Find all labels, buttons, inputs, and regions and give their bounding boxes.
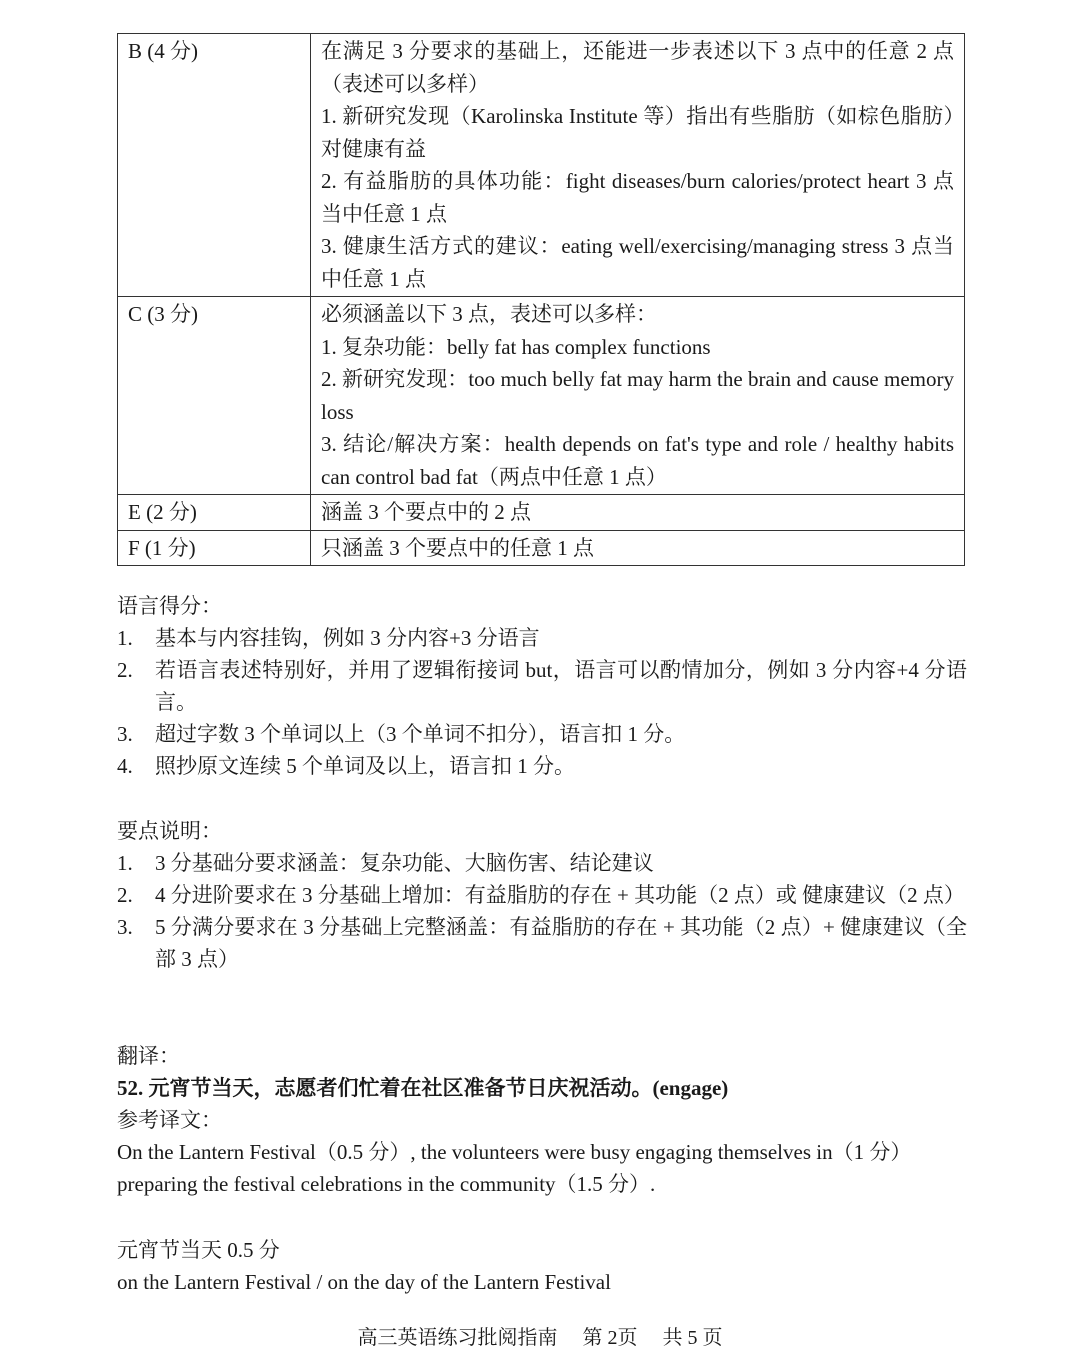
- item-text: 若语言表述特别好，并用了逻辑衔接词 but，语言可以酌情加分，例如 3 分内容+4 分语言。: [155, 658, 967, 714]
- footer-title: 高三英语练习批阅指南: [357, 1327, 558, 1349]
- description-cell: [311, 297, 965, 495]
- key-points-section: [117, 815, 967, 975]
- section-heading: 要点说明：: [117, 819, 222, 843]
- page-footer: [0, 1322, 1080, 1354]
- description-cell: [311, 34, 965, 297]
- reference-label: 参考译文：: [117, 1108, 222, 1132]
- description-line: 3. 结论/解决方案：health depends on fat's type and role / healthy habits can control bad fat（两点中任意 1 点）: [321, 432, 954, 489]
- footer-total-pages: 共 5 页: [662, 1327, 723, 1349]
- scoring-point-label: 元宵节当天 0.5 分: [117, 1238, 280, 1262]
- grade-cell: E (2 分): [118, 495, 311, 531]
- list-item: [117, 750, 967, 782]
- description-line: 涵盖 3 个要点中的 2 点: [321, 500, 531, 524]
- item-text: 5 分满分要求在 3 分基础上完整涵盖：有益脂肪的存在 + 其功能（2 点）+ 健康建议（全部 3 点）: [155, 915, 967, 971]
- description-line: 2. 有益脂肪的具体功能：fight diseases/burn calories/protect heart 3 点当中任意 1 点: [321, 169, 954, 226]
- rubric-row-b: [118, 34, 965, 297]
- description-cell: [311, 530, 965, 566]
- list-item: [117, 654, 967, 718]
- scoring-point-section: [117, 1234, 967, 1298]
- item-number: 3.: [117, 722, 133, 746]
- grade-cell: F (1 分): [118, 530, 311, 566]
- rubric-row-c: [118, 297, 965, 495]
- section-heading: 翻译：: [117, 1044, 180, 1068]
- language-score-list: [117, 622, 967, 782]
- rubric-row-f: [118, 530, 965, 566]
- list-item: [117, 718, 967, 750]
- list-item: [117, 847, 967, 879]
- item-number: 1.: [117, 626, 133, 650]
- item-number: 3.: [117, 915, 133, 939]
- item-text: 3 分基础分要求涵盖：复杂功能、大脑伤害、结论建议: [155, 851, 654, 875]
- description-line: 只涵盖 3 个要点中的任意 1 点: [321, 535, 594, 560]
- item-number: 2.: [117, 658, 133, 682]
- key-points-list: [117, 847, 967, 975]
- question-text: 52. 元宵节当天，志愿者们忙着在社区准备节日庆祝活动。(engage): [117, 1076, 729, 1100]
- grade-cell: C (3 分): [118, 297, 311, 495]
- grade-cell: B (4 分): [118, 34, 311, 297]
- reference-translation: On the Lantern Festival（0.5 分）, the volunteers were busy engaging themselves in（1 分）preparing the festival celebrations in the community（1.5 分）.: [117, 1140, 912, 1196]
- item-text: 4 分进阶要求在 3 分基础上增加：有益脂肪的存在 + 其功能（2 点）或 健康建议（2 点）: [155, 883, 965, 907]
- description-line: 1. 复杂功能：belly fat has complex functions: [321, 334, 711, 359]
- rubric-table: [117, 33, 965, 566]
- section-heading: 语言得分：: [117, 594, 222, 618]
- item-text: 超过字数 3 个单词以上（3 个单词不扣分），语言扣 1 分。: [155, 722, 686, 746]
- description-line: 在满足 3 分要求的基础上，还能进一步表述以下 3 点中的任意 2 点（表述可以多样）: [321, 39, 954, 96]
- item-number: 4.: [117, 754, 133, 778]
- item-text: 基本与内容挂钩，例如 3 分内容+3 分语言: [155, 626, 540, 650]
- footer-page-number: 第 2页: [582, 1327, 638, 1349]
- list-item: [117, 879, 967, 911]
- description-line: 1. 新研究发现（Karolinska Institute 等）指出有些脂肪（如棕色脂肪）对健康有益: [321, 104, 954, 161]
- description-line: 必须涵盖以下 3 点，表述可以多样：: [321, 302, 657, 326]
- scoring-point-text: on the Lantern Festival / on the day of the Lantern Festival: [117, 1270, 611, 1294]
- description-cell: [311, 495, 965, 531]
- description-line: 2. 新研究发现：too much belly fat may harm the brain and cause memory loss: [321, 367, 954, 424]
- list-item: [117, 911, 967, 975]
- item-number: 1.: [117, 851, 133, 875]
- translation-section: [117, 1040, 967, 1200]
- description-line: 3. 健康生活方式的建议：eating well/exercising/managing stress 3 点当中任意 1 点: [321, 234, 954, 291]
- rubric-row-e: [118, 495, 965, 531]
- list-item: [117, 622, 967, 654]
- language-score-section: [117, 590, 967, 782]
- item-text: 照抄原文连续 5 个单词及以上，语言扣 1 分。: [155, 754, 575, 778]
- item-number: 2.: [117, 883, 133, 907]
